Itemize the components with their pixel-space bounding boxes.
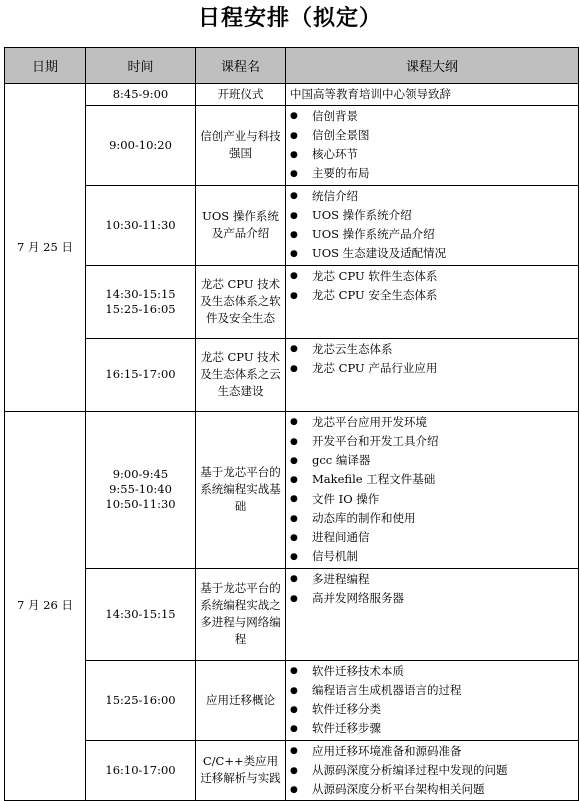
bullet-icon: ● <box>290 249 298 259</box>
header-date: 日期 <box>5 48 86 84</box>
outline-item <box>290 225 576 244</box>
bullet-icon: ● <box>290 666 298 677</box>
outline-item-text: 龙芯 CPU 产品行业应用 <box>312 360 438 375</box>
time-slot: 9:00-10:20 <box>109 137 172 152</box>
outline-item-text: 高并发网络服务器 <box>312 590 404 605</box>
outline-item-text: 编程语言生成机器语言的过程 <box>312 682 462 697</box>
outline-cell <box>286 411 579 568</box>
outline-item-text: 软件迁移步骤 <box>312 721 381 736</box>
outline-item <box>290 700 576 719</box>
time-slot: 16:15-17:00 <box>105 367 176 381</box>
header-time: 时间 <box>86 48 196 84</box>
outline-item <box>290 126 576 145</box>
outline-item-text: 龙芯 CPU 安全生态体系 <box>312 287 438 302</box>
course-name-cell: C/C++类应用迁移解析与实践 <box>196 740 286 801</box>
outline-item <box>290 107 576 126</box>
table-row <box>5 265 579 338</box>
table-row <box>5 740 579 801</box>
outline-item <box>290 589 576 608</box>
course-name-cell: 开班仪式 <box>196 84 286 106</box>
bullet-icon: ● <box>290 455 298 466</box>
time-slot: 16:10-17:00 <box>105 762 176 777</box>
bullet-icon: ● <box>290 746 298 757</box>
table-row <box>5 338 579 411</box>
bullet-icon: ● <box>290 436 298 447</box>
table-row <box>5 568 579 660</box>
outline-item-text: 应用迁移环境准备和源码准备 <box>312 743 462 758</box>
bullet-icon: ● <box>290 685 298 696</box>
outline-item <box>290 145 576 164</box>
table-header-row <box>5 48 579 84</box>
date-cell: 7 月 26 日 <box>5 411 86 801</box>
outline-cell <box>286 185 579 265</box>
outline-item <box>290 451 576 470</box>
date-cell: 7 月 25 日 <box>5 84 86 412</box>
course-name-cell: 应用迁移概论 <box>196 660 286 740</box>
time-slot: 15:25-16:00 <box>105 692 176 707</box>
outline-list <box>290 742 576 800</box>
outline-item <box>290 267 576 286</box>
time-cell <box>86 265 196 338</box>
schedule-table <box>4 47 579 801</box>
time-slot: 9:55-10:40 <box>109 482 172 496</box>
bullet-icon: ● <box>290 169 298 179</box>
time-slot: 14:30-15:15 <box>105 286 176 301</box>
outline-item-text: 从源码深度分析平台架构相关问题 <box>312 782 485 796</box>
table-row <box>5 84 579 106</box>
outline-item-text: 进程间通信 <box>312 530 370 544</box>
outline-list <box>290 187 576 264</box>
bullet-icon: ● <box>290 532 298 543</box>
outline-item-text: 龙芯云生态体系 <box>312 341 393 356</box>
header-course: 课程名 <box>196 48 286 84</box>
table-row <box>5 105 579 185</box>
time-cell <box>86 740 196 801</box>
time-cell <box>86 105 196 185</box>
outline-item <box>290 547 576 566</box>
outline-item <box>290 286 576 305</box>
time-slot: 10:50-11:30 <box>105 497 176 511</box>
table-row <box>5 185 579 265</box>
outline-cell <box>286 338 579 411</box>
outline-item-text: 文件 IO 操作 <box>312 491 380 506</box>
outline-item <box>290 719 576 738</box>
outline-list <box>290 662 576 739</box>
outline-item <box>290 413 576 432</box>
bullet-icon: ● <box>290 363 298 374</box>
bullet-icon: ● <box>290 552 298 562</box>
bullet-icon: ● <box>290 191 298 202</box>
outline-list <box>290 107 576 184</box>
time-cell <box>86 660 196 740</box>
outline-item-text: 统信介绍 <box>312 188 358 203</box>
outline-cell <box>286 84 579 106</box>
outline-item <box>290 509 576 528</box>
time-cell <box>86 568 196 660</box>
course-name-cell: 龙芯 CPU 技术及生态体系之软件及安全生态 <box>196 265 286 338</box>
outline-item-text: 中国高等教育培训中心领导致辞 <box>290 87 451 101</box>
outline-item <box>290 470 576 489</box>
bullet-icon: ● <box>290 111 298 122</box>
page-title: 日程安排（拟定） <box>197 6 382 31</box>
outline-item-text: gcc 编译器 <box>312 453 371 467</box>
bullet-icon: ● <box>290 513 298 524</box>
outline-cell <box>286 568 579 660</box>
outline-item-text: 开发平台和开发工具介绍 <box>312 433 439 448</box>
time-cell <box>86 84 196 106</box>
outline-item <box>290 681 576 700</box>
bullet-icon: ● <box>290 704 298 715</box>
outline-cell <box>286 740 579 801</box>
outline-item-text: UOS 操作系统介绍 <box>312 207 412 222</box>
outline-item-text: 动态库的制作和使用 <box>312 510 416 525</box>
outline-item <box>290 432 576 451</box>
outline-item-text: 信创全景图 <box>312 127 370 142</box>
bullet-icon: ● <box>290 149 298 160</box>
outline-item-text: 软件迁移分类 <box>312 702 381 716</box>
course-name-cell: UOS 操作系统及产品介绍 <box>196 185 286 265</box>
bullet-icon: ● <box>290 271 298 282</box>
course-name-cell: 基于龙芯平台的系统编程实战基础 <box>196 411 286 568</box>
outline-item <box>290 359 576 378</box>
bullet-icon: ● <box>290 344 298 355</box>
time-slot: 14:30-15:15 <box>105 606 176 621</box>
bullet-icon: ● <box>290 417 298 428</box>
outline-item-text: 信号机制 <box>312 549 358 564</box>
header-outline: 课程大纲 <box>286 48 579 84</box>
table-row <box>5 660 579 740</box>
course-name-cell: 信创产业与科技强国 <box>196 105 286 185</box>
bullet-icon: ● <box>290 724 298 734</box>
course-name-cell: 龙芯 CPU 技术及生态体系之云生态建设 <box>196 338 286 411</box>
outline-item <box>290 780 576 799</box>
outline-item <box>290 164 576 183</box>
bullet-icon: ● <box>290 290 298 301</box>
outline-item <box>290 662 576 681</box>
outline-item-text: 核心环节 <box>312 147 358 161</box>
outline-item-text: UOS 操作系统产品介绍 <box>312 227 435 241</box>
time-cell <box>86 411 196 568</box>
bullet-icon: ● <box>290 210 298 221</box>
outline-item-text: Makefile 工程文件基础 <box>312 472 436 487</box>
outline-item <box>290 187 576 206</box>
outline-item <box>290 340 576 359</box>
outline-item <box>290 528 576 547</box>
outline-item-text: 信创背景 <box>312 108 358 123</box>
time-cell <box>86 338 196 411</box>
table-row <box>5 411 579 568</box>
time-cell <box>86 185 196 265</box>
time-slot: 15:25-16:05 <box>105 301 176 316</box>
outline-list <box>290 340 576 379</box>
outline-item <box>290 742 576 761</box>
bullet-icon: ● <box>290 784 298 795</box>
outline-cell <box>286 105 579 185</box>
time-slot: 9:00-9:45 <box>112 467 169 481</box>
outline-item-text: 龙芯平台应用开发环境 <box>312 414 427 429</box>
bullet-icon: ● <box>290 130 298 141</box>
bullet-icon: ● <box>290 574 298 585</box>
outline-item-text: 龙芯 CPU 软件生态体系 <box>312 268 438 283</box>
outline-list <box>290 267 576 306</box>
time-slot: 10:30-11:30 <box>105 217 176 232</box>
outline-item <box>290 490 576 509</box>
bullet-icon: ● <box>290 765 298 776</box>
outline-item <box>290 85 576 104</box>
outline-item <box>290 761 576 780</box>
outline-item-text: UOS 生态建设及适配情况 <box>312 246 447 261</box>
outline-item-text: 软件迁移技术本质 <box>312 663 404 678</box>
outline-cell <box>286 265 579 338</box>
time-slot: 8:45-9:00 <box>112 86 169 101</box>
course-name-cell: 基于龙芯平台的系统编程实战之多进程与网络编程 <box>196 568 286 660</box>
outline-item <box>290 570 576 589</box>
outline-list <box>290 570 576 609</box>
outline-item <box>290 244 576 263</box>
bullet-icon: ● <box>290 494 298 505</box>
bullet-icon: ● <box>290 593 298 604</box>
outline-item-text: 从源码深度分析编译过程中发现的问题 <box>312 762 508 777</box>
outline-list <box>290 413 576 567</box>
outline-item-text: 多进程编程 <box>312 571 370 586</box>
bullet-icon: ● <box>290 475 298 485</box>
outline-item-text: 主要的布局 <box>312 166 370 181</box>
outline-item <box>290 206 576 225</box>
outline-list <box>290 85 576 104</box>
bullet-icon: ● <box>290 229 298 240</box>
outline-cell <box>286 660 579 740</box>
